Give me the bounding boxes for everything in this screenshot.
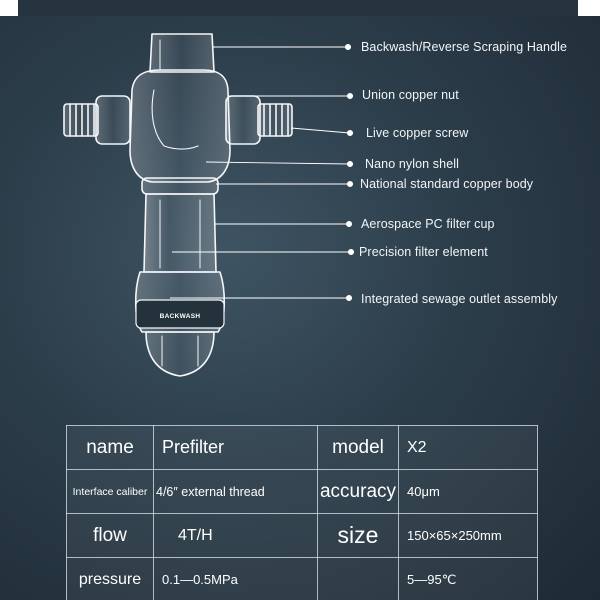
callout-handle: Backwash/Reverse Scraping Handle (361, 40, 568, 54)
right-thread (258, 104, 292, 136)
table-row (67, 426, 538, 470)
table-row (67, 558, 538, 600)
body-collar (142, 178, 218, 194)
table-row (67, 514, 538, 558)
flow-label: flow (67, 514, 154, 558)
filter-cup (144, 194, 216, 272)
callout-union-nut: Union copper nut (362, 88, 459, 102)
accuracy-label: accuracy (318, 470, 399, 514)
name-label: name (67, 426, 154, 470)
left-union-nut (96, 96, 130, 144)
left-thread (64, 104, 98, 136)
callout-outlet: Integrated sewage outlet assembly (361, 292, 558, 306)
callout-live-screw: Live copper screw (366, 126, 469, 140)
table-row (67, 470, 538, 514)
callout-filter-cup: Aerospace PC filter cup (361, 217, 495, 231)
callout-filter-element: Precision filter element (359, 245, 488, 259)
right-union-nut (226, 96, 260, 144)
pressure-label: pressure (67, 558, 154, 600)
size-value: 150×65×250mm (399, 514, 538, 558)
flow-value: 4T/H (154, 514, 318, 558)
temperature-value: 5—95℃ (399, 558, 538, 600)
callout-body: National standard copper body (360, 177, 534, 191)
pressure-value: 0.1—0.5MPa (154, 558, 318, 600)
empty-cell (318, 558, 399, 600)
backwash-marking: BACKWASH (159, 313, 201, 320)
body-shell (130, 70, 230, 182)
accuracy-value: 40μm (399, 470, 538, 514)
model-value: X2 (399, 426, 538, 470)
bottom-cap (146, 332, 214, 376)
leader-screw (291, 128, 350, 133)
spec-table (66, 425, 538, 600)
size-label: size (318, 514, 399, 558)
callout-shell: Nano nylon shell (365, 157, 460, 171)
model-label: model (318, 426, 399, 470)
name-value: Prefilter (154, 426, 318, 470)
caliber-label: Interface caliber (67, 470, 154, 514)
caliber-value: 4/6″ external thread (154, 470, 318, 514)
